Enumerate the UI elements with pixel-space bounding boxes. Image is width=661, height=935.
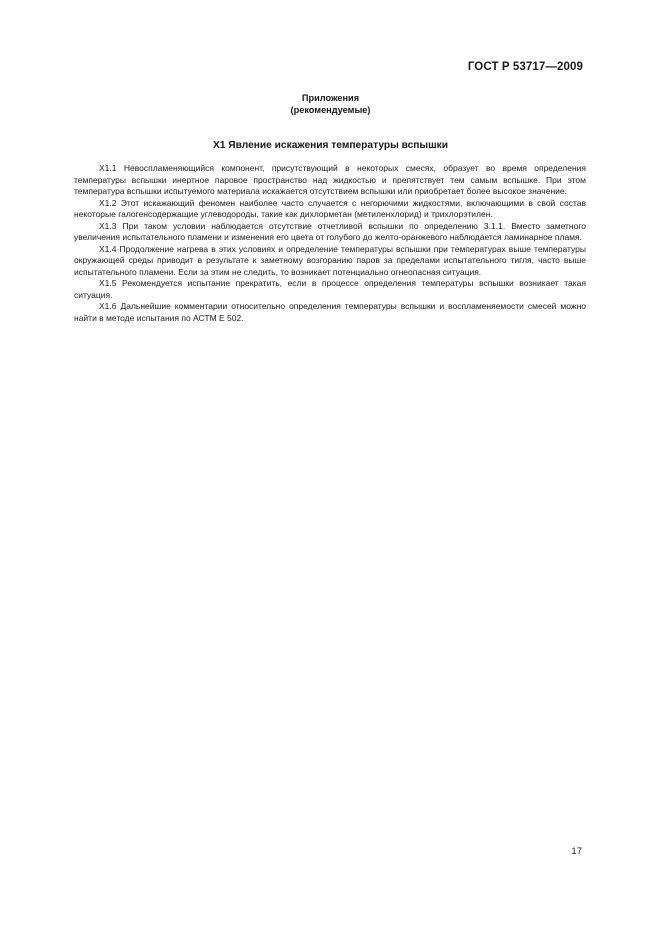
paragraph-x1-2 bbox=[74, 198, 586, 221]
paragraph-text: X1.4 Продолжение нагрева в этих условиях и определение температуры вспышки при температурах выше температуры окружающей среды приводит в результате к заметному возгоранию паров за пределами испытательного тигля, часто выше испытательного пламени. Если за этим не следить, то возникает потенциально огнеопасная ситуация. bbox=[74, 243, 586, 277]
paragraph-text: X1.5 Рекомендуется испытание прекратить, если в процессе определения температуры вспышки возникает такая ситуация. bbox=[74, 278, 586, 300]
section-body bbox=[74, 163, 586, 324]
paragraph-text: X1.6 Дальнейшие комментарии относительно определения температуры вспышки и воспламеняемости смесей можно найти в методе испытания по АСТМ Е 502. bbox=[74, 301, 586, 323]
paragraph-text: X1.2 Этот искажающий феномен наиболее часто случается с негорючими жидкостями, включающими в свой состав некоторые галогенсодержащие углеводороды, такие как дихлорметан (метиленхлорид) и трихлорэтилен. bbox=[74, 197, 586, 219]
appendix-heading bbox=[0, 92, 661, 116]
appendix-subtitle: (рекомендуемые) bbox=[290, 105, 371, 115]
paragraph-x1-1 bbox=[74, 163, 586, 198]
paragraph-text: X1.1 Невоспламеняющийся компонент, присутствующий в некоторых смесях, образует во время определения температуры вспышки инертное паровое пространство над жидкостью и препятствует тем самым вспышке. При этом температура вспышки испытуемого материала искажается отсутствием вспышки или приобретает более высокое значение. bbox=[74, 163, 586, 196]
paragraph-x1-4 bbox=[74, 244, 586, 279]
section-title: X1 Явление искажения температуры вспышки bbox=[213, 140, 448, 151]
document-code: ГОСТ Р 53717—2009 bbox=[467, 61, 583, 73]
paragraph-x1-3 bbox=[74, 221, 586, 244]
paragraph-x1-5 bbox=[74, 278, 586, 301]
page-number: 17 bbox=[571, 846, 582, 857]
appendix-title: Приложения bbox=[301, 93, 360, 103]
paragraph-text: X1.3 При таком условии наблюдается отсутствие отчетливой вспышки по определению 3.1.1. Вместо заметного увеличения испытательного пламени и изменения его цвета от голубого до желто-оранжевого наблюдается ламинарное пламя. bbox=[74, 220, 586, 242]
paragraph-x1-6 bbox=[74, 301, 586, 324]
